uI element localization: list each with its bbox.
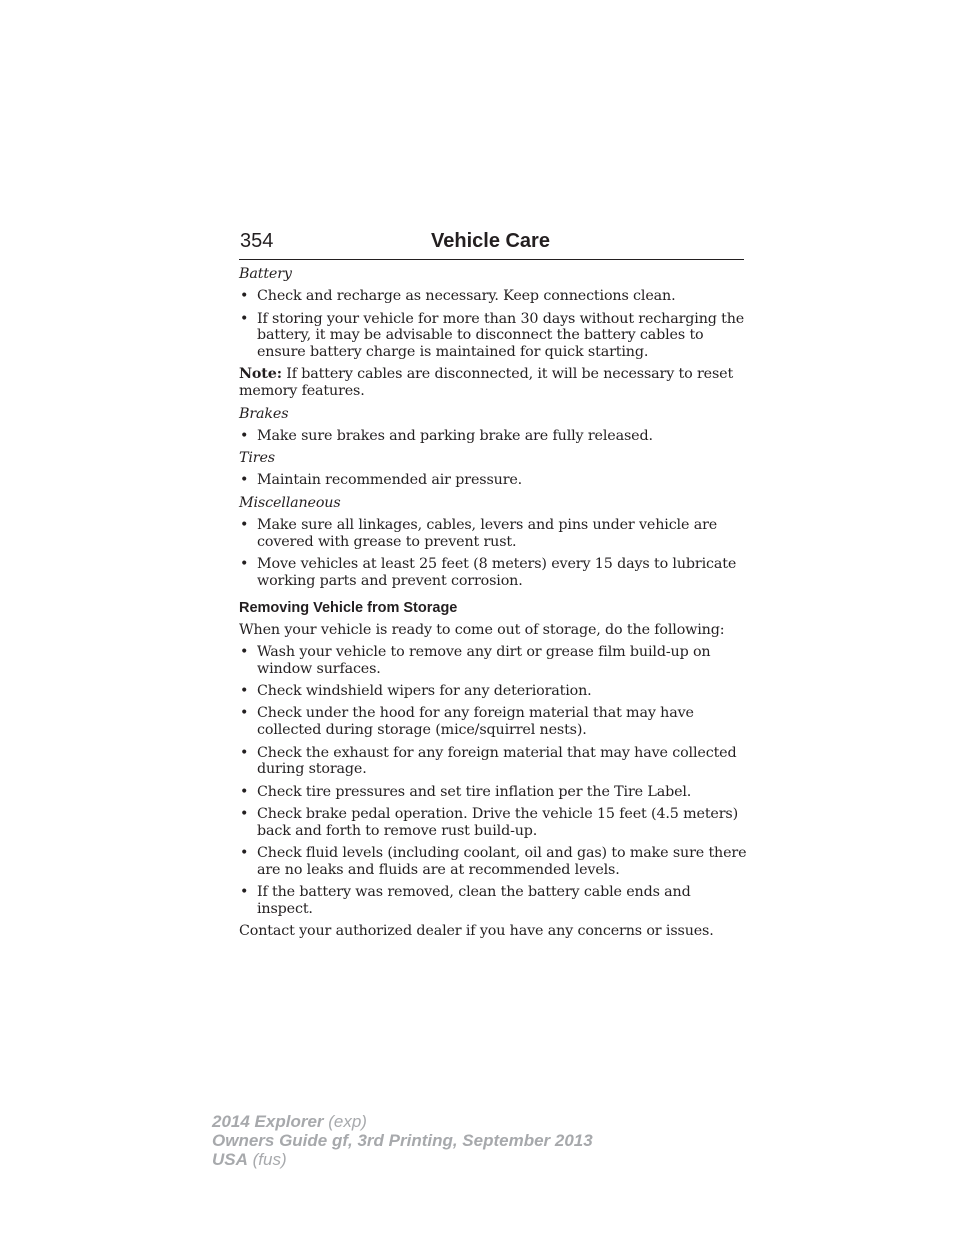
bullet-icon: • <box>240 805 249 822</box>
list-item: • Check the exhaust for any foreign material that may have collected during storage. <box>240 744 737 778</box>
battery-list <box>239 288 747 361</box>
list-item: • Make sure all linkages, cables, levers and pins under vehicle are covered with grease to prevent rust. <box>240 517 718 550</box>
list-item: • Check windshield wipers for any deterioration. <box>240 683 592 700</box>
bullet-icon: • <box>240 427 249 444</box>
bullet-icon: • <box>240 884 249 901</box>
footer-line-1: 2014 Explorer (exp) <box>212 1112 367 1131</box>
list-item: • Maintain recommended air pressure. <box>240 472 523 489</box>
list-item: • Move vehicles at least 25 feet (8 meters) every 15 days to lubricate working parts and prevent corrosion. <box>240 556 737 589</box>
bullet-icon: • <box>240 556 249 573</box>
page-header <box>239 229 744 260</box>
list-item: • Check under the hood for any foreign material that may have collected during storage (mice/squirrel nests). <box>240 705 694 739</box>
bullet-icon: • <box>240 288 249 305</box>
bullet-icon: • <box>240 310 249 327</box>
footer-line-3: USA (fus) <box>212 1150 287 1169</box>
bullet-icon: • <box>240 683 249 700</box>
misc-heading: Miscellaneous <box>239 494 341 511</box>
removing-list <box>239 644 747 918</box>
list-item: • Wash your vehicle to remove any dirt or grease film build-up on window surfaces. <box>240 644 711 677</box>
section-title: Vehicle Care <box>431 230 550 252</box>
page-number: 354 <box>240 230 274 252</box>
bullet-icon: • <box>240 783 249 800</box>
list-item: • Make sure brakes and parking brake are fully released. <box>240 427 653 444</box>
battery-note <box>239 366 747 400</box>
battery-heading: Battery <box>239 266 292 282</box>
list-item: • Check and recharge as necessary. Keep connections clean. <box>240 288 676 305</box>
note-label: Note: <box>239 366 282 383</box>
tires-list <box>239 472 747 489</box>
removing-intro: When your vehicle is ready to come out of storage, do the following: <box>239 621 725 638</box>
bullet-icon: • <box>240 744 249 761</box>
bullet-icon: • <box>240 644 249 661</box>
page-footer <box>212 1112 593 1169</box>
misc-list <box>239 517 747 590</box>
bullet-icon: • <box>240 472 249 489</box>
list-item: • If the battery was removed, clean the battery cable ends and inspect. <box>240 884 691 917</box>
tires-heading: Tires <box>239 450 275 467</box>
footer-line-2: Owners Guide gf, 3rd Printing, September 2013 <box>212 1131 593 1150</box>
bullet-icon: • <box>240 705 249 722</box>
bullet-icon: • <box>240 517 249 534</box>
list-item: • Check tire pressures and set tire inflation per the Tire Label. <box>240 783 692 800</box>
note-text: If battery cables are disconnected, it will be necessary to reset memory features. <box>239 366 734 400</box>
list-item: • Check fluid levels (including coolant, oil and gas) to make sure there are no leaks and fluids are at recommended levels. <box>240 845 747 878</box>
brakes-list <box>239 428 747 445</box>
list-item: • If storing your vehicle for more than 30 days without recharging the battery, it may be advisable to disconnect the battery cables to ensure battery charge is maintained for quick starting. <box>240 310 745 361</box>
removing-closing: Contact your authorized dealer if you have any concerns or issues. <box>239 923 714 940</box>
brakes-heading: Brakes <box>239 405 289 422</box>
main-content <box>239 266 747 946</box>
bullet-icon: • <box>240 845 249 862</box>
list-item: • Check brake pedal operation. Drive the vehicle 15 feet (4.5 meters) back and forth to remove rust build-up. <box>240 805 739 839</box>
removing-heading: Removing Vehicle from Storage <box>239 599 458 616</box>
